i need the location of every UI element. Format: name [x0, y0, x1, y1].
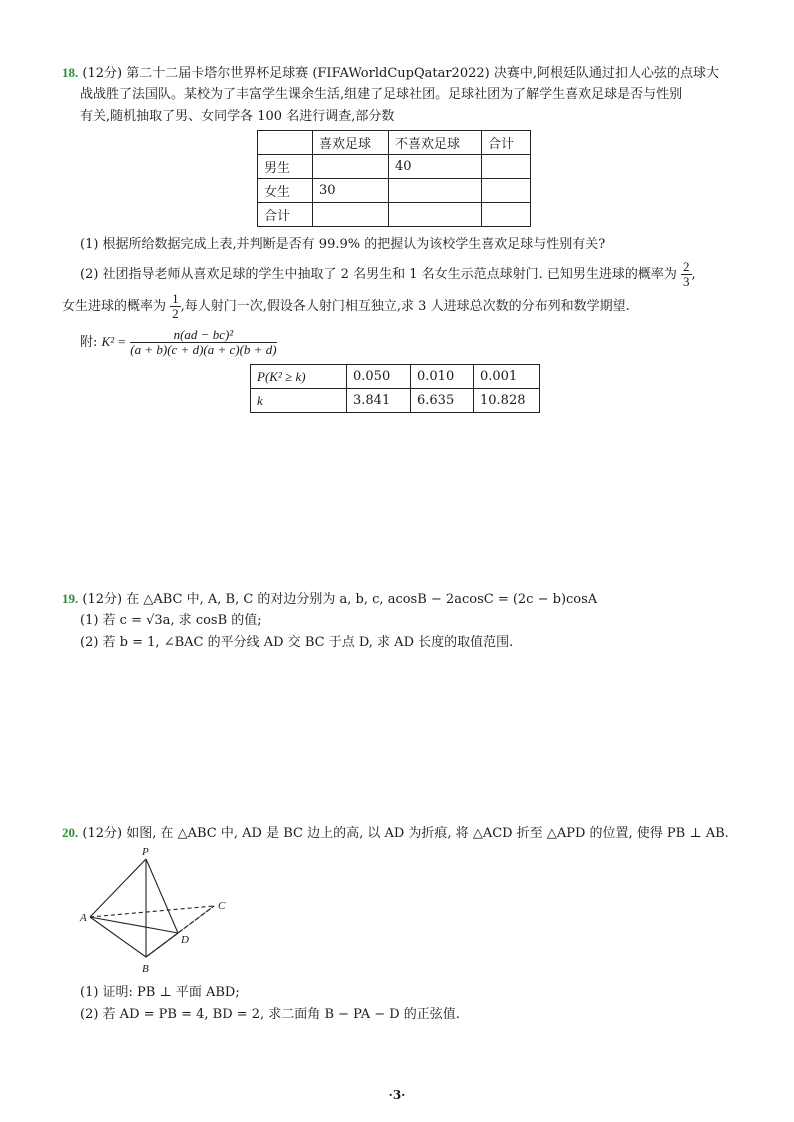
- vertex-label-a: A: [80, 912, 87, 924]
- q20-part1: [80, 984, 240, 1002]
- q20-part2: [80, 1006, 460, 1024]
- q18-part2-text-b: 女生进球的概率为: [62, 299, 167, 314]
- table-header-row: [258, 131, 531, 155]
- q20-line1: [62, 824, 729, 843]
- table-cell: 6.635: [411, 389, 474, 413]
- q18-appendix-formula: [80, 325, 277, 359]
- table-cell: [258, 131, 313, 155]
- tetrahedron-figure: [78, 845, 238, 977]
- q18-part2-text-a: (2) 社团指导老师从喜欢足球的学生中抽取了 2 名男生和 1 名女生示范点球射门. 已知男生进球的概率为: [80, 267, 677, 282]
- q19-part1-text: (1) 若 c = √3a, 求 cosB 的值;: [80, 613, 262, 628]
- table-row: [258, 203, 531, 227]
- edge-ad: [90, 917, 178, 933]
- table-row: [251, 389, 540, 413]
- fraction-two-thirds: [681, 260, 692, 289]
- table-cell: 喜欢足球: [313, 131, 389, 155]
- q19-stem: (12分) 在 △ABC 中, A, B, C 的对边分别为 a, b, c, acosB − 2acosC = (2c − b)cosA: [82, 592, 598, 607]
- q19-part2: [80, 634, 513, 652]
- q19-part2-text: (2) 若 b = 1, ∠BAC 的平分线 AD 交 BC 于点 D, 求 AD 长度的取值范围.: [80, 635, 514, 650]
- table-cell: 0.001: [474, 365, 540, 389]
- table-cell: [313, 203, 389, 227]
- fraction-one-half: [170, 292, 181, 321]
- q18-number: 18.: [62, 65, 79, 80]
- q18-line3: [80, 108, 394, 126]
- vertex-label-d: D: [181, 934, 189, 946]
- table-cell: 40: [389, 155, 482, 179]
- table-cell: [389, 203, 482, 227]
- q20-part2-text: (2) 若 AD = PB = 4, BD = 2, 求二面角 B − PA − D 的正弦值.: [80, 1007, 460, 1022]
- table-cell: 合计: [258, 203, 313, 227]
- q18-line2: [80, 86, 682, 104]
- vertex-label-p: P: [142, 846, 149, 858]
- q18-stem-3: 有关,随机抽取了男、女同学各 100 名进行调查,部分数: [80, 109, 395, 124]
- vertex-label-b: B: [142, 963, 149, 975]
- q20-stem: (12分) 如图, 在 △ABC 中, AD 是 BC 边上的高, 以 AD 为折痕, 将 △ACD 折至 △APD 的位置, 使得 PB ⊥ AB.: [82, 826, 729, 841]
- q20-part1-text: (1) 证明: PB ⊥ 平面 ABD;: [80, 985, 240, 1000]
- formula-lhs: K² =: [101, 334, 127, 349]
- q18-survey-table: [257, 130, 531, 227]
- q18-part1-text: (1) 根据所给数据完成上表,并判断是否有 99.9% 的把握认为该校学生喜欢足球与性别有关?: [80, 237, 606, 252]
- table-cell: [482, 203, 531, 227]
- fraction-numerator: 1: [172, 291, 179, 306]
- fraction-denominator: 3: [683, 274, 690, 289]
- table-cell: [313, 155, 389, 179]
- formula-numerator: n(ad − bc)²: [130, 328, 276, 343]
- edge-ac-hidden: [90, 906, 214, 917]
- table-cell: 3.841: [347, 389, 411, 413]
- q19-number: 19.: [62, 591, 79, 606]
- edge-pa: [90, 859, 146, 917]
- table-cell: [389, 179, 482, 203]
- table-cell: 30: [313, 179, 389, 203]
- table-cell: 合计: [482, 131, 531, 155]
- table-cell: 女生: [258, 179, 313, 203]
- table-cell: [482, 179, 531, 203]
- vertex-label-c: C: [218, 900, 226, 912]
- q18-stem-1: (12分) 第二十二届卡塔尔世界杯足球赛 (FIFAWorldCupQatar2022) 决赛中,阿根廷队通过扣人心弦的点球大: [82, 66, 719, 81]
- table-cell: 0.010: [411, 365, 474, 389]
- table-cell: 10.828: [474, 389, 540, 413]
- page-number: ·3·: [388, 1088, 406, 1102]
- q18-line1: [62, 64, 719, 83]
- q18-part2-text-c: ,每人射门一次,假设各人射门相互独立,求 3 人进球总次数的分布列和数学期望.: [180, 299, 630, 314]
- chi-square-formula: [130, 328, 276, 357]
- table-cell: P(K² ≥ k): [251, 365, 347, 389]
- q19-part1: [80, 612, 262, 630]
- table-cell: 男生: [258, 155, 313, 179]
- edge-pd: [146, 859, 178, 933]
- q18-stem-2: 战战胜了法国队。某校为了丰富学生课余生活,组建了足球社团。足球社团为了解学生喜欢足球是否与性别: [80, 87, 683, 102]
- q19-line1: [62, 590, 597, 609]
- q20-number: 20.: [62, 825, 79, 840]
- table-cell: 0.050: [347, 365, 411, 389]
- edge-ab: [90, 917, 146, 957]
- fraction-numerator: 2: [683, 259, 690, 274]
- appendix-label: 附:: [80, 335, 98, 350]
- table-row: [258, 155, 531, 179]
- table-cell: k: [251, 389, 347, 413]
- table-row: [258, 179, 531, 203]
- q18-part2-line2: [62, 292, 630, 322]
- formula-denominator: (a + b)(c + d)(a + c)(b + d): [130, 342, 277, 357]
- q18-part2-line1: (2) 社团指导老师从喜欢足球的学生中抽取了 2 名男生和 1 名女生示范点球射门. 已知男生进球的概率为 $\frac{2}{3}$ ,: [80, 259, 696, 289]
- critical-value-table: [250, 364, 540, 413]
- table-cell: 不喜欢足球: [389, 131, 482, 155]
- q18-part1: [80, 236, 605, 254]
- edge-bd: [146, 933, 178, 957]
- table-row: [251, 365, 540, 389]
- fraction-denominator: 2: [172, 306, 179, 321]
- table-cell: [482, 155, 531, 179]
